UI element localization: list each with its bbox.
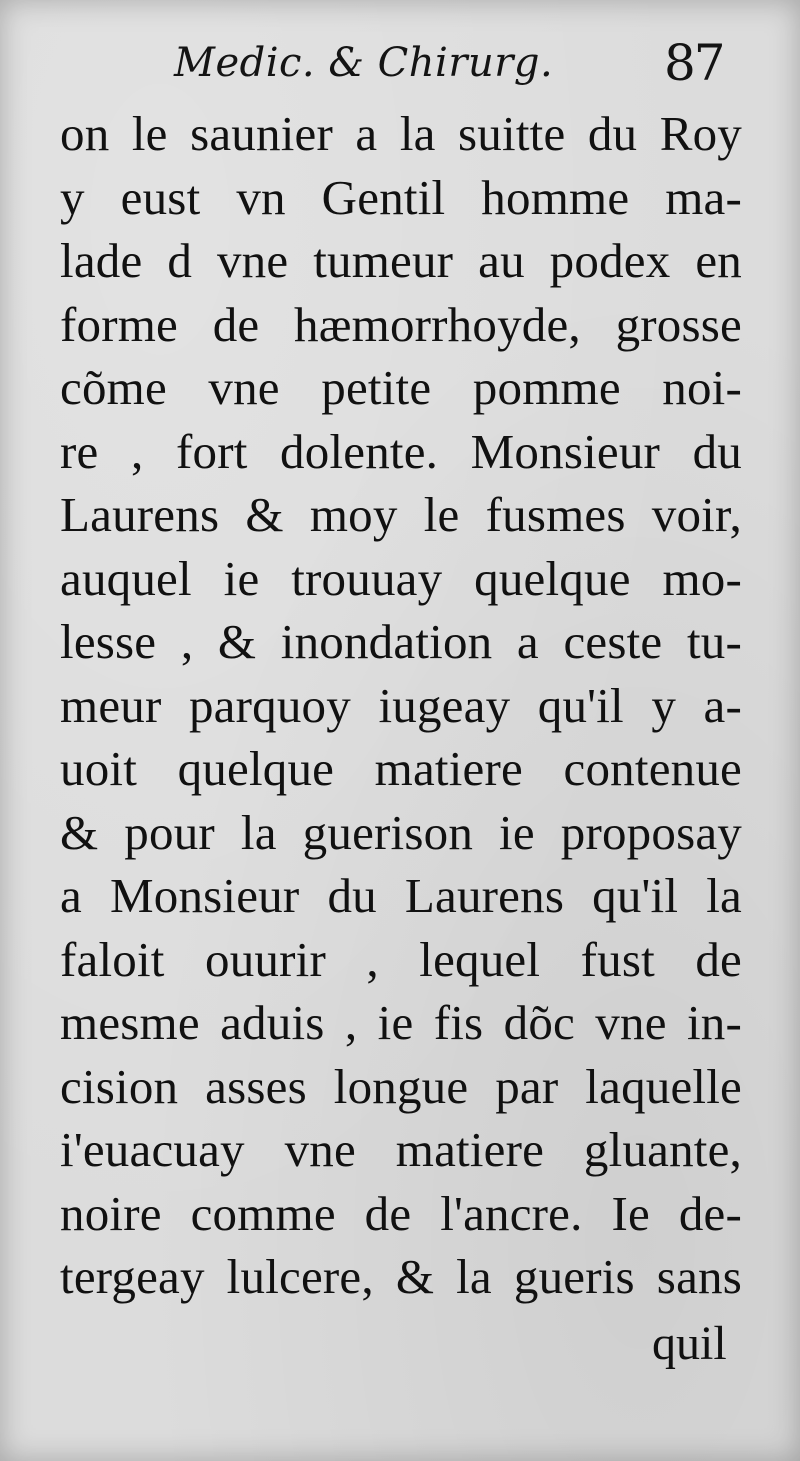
text-line: lesse , & inondation a ceste tu-: [60, 614, 742, 669]
text-line: cõme vne petite pomme noi-: [60, 360, 742, 415]
text-line: auquel ie trouuay quelque mo-: [60, 550, 742, 606]
page-number: 87: [664, 34, 724, 92]
running-title: Medic. & Chirurg.: [174, 40, 554, 86]
text-line: faloit ouurir , lequel fust de: [60, 931, 742, 987]
text-line: lade d vne tumeur au podex en: [60, 233, 742, 288]
text-line: on le saunier a la suitte du Roy: [60, 106, 742, 161]
text-line: mesme aduis , ie fis dõc vne in-: [60, 995, 742, 1050]
text-line: Laurens & moy le fusmes voir,: [60, 487, 742, 542]
text-line: noire comme de l'ancre. Ie de-: [60, 1185, 742, 1241]
page-header: [0, 34, 800, 104]
text-line: a Monsieur du Laurens qu'il la: [60, 868, 742, 923]
text-line: y eust vn Gentil homme ma-: [60, 169, 742, 225]
text-line: i'euacuay vne matiere gluante,: [60, 1122, 742, 1177]
catchword: quil: [652, 1317, 727, 1370]
body-text: [60, 102, 742, 1309]
text-line: forme de hæmorrhoyde, grosse: [60, 296, 742, 352]
text-line: uoit quelque matiere contenue: [60, 741, 742, 796]
text-line: re , fort dolente. Monsieur du: [60, 423, 742, 479]
text-line: tergeay lulcere, & la gueris sans: [60, 1249, 742, 1304]
text-line: & pour la guerison ie proposay: [60, 804, 742, 860]
text-line: cision asses longue par laquelle: [60, 1058, 742, 1114]
text-line: meur parquoy iugeay qu'il y a-: [60, 677, 742, 733]
